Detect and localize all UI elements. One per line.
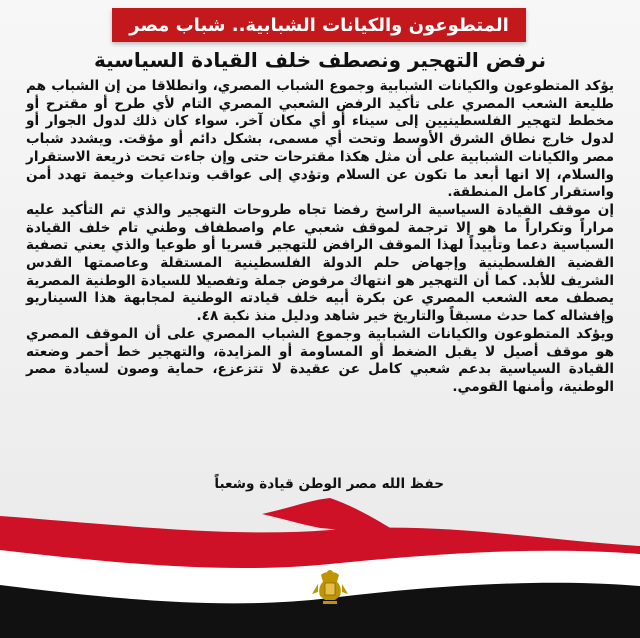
header-title: المتطوعون والكيانات الشبابية.. شباب مصر bbox=[129, 14, 509, 36]
header-banner bbox=[112, 8, 526, 42]
egypt-flag-icon bbox=[0, 488, 640, 638]
statement-paragraph: إن موقف القيادة السياسية الراسخ رفضا تجاه طروحات التهجير والذي تم التأكيد عليه مراراً وتكراراً ما هو إلا ترجمة لموقف شعبي عام واصطفاف وطني تام خلف القيادة السياسية دعما وتأييداً لهذا الموقف الرافض للتهجير قسريا أو طوعيا والذي يعني تصفية القضية الفلسطينية وإجهاض حلم الدولة الفلسطينية المستقلة وعاصمتها القدس الشريف للأبد. كما أن التهجير هو انتهاك مرفوض جملة وتفصيلا للسيادة الوطنية المصرية يصطف معه الشعب المصري عن بكرة أبيه خلف قيادته الوطنية لمجابهة هذا السيناريو وإفشاله كما حدث مسبقاً والتاريخ خير شاهد ودليل منذ نكبة ٤٨. bbox=[26, 201, 614, 325]
statement-body bbox=[26, 78, 614, 397]
statement-paragraph: ويؤكد المتطوعون والكيانات الشبابية وجموع الشباب المصري على أن الموقف المصري هو موقف أصيل لا يقبل الضغط أو المساومة أو المزايدة، والتهجير خط أحمر وضعته القيادة السياسية بدعم شعبي كامل عن عقيدة لا تتزعزع، حماية وصون لسيادة مصر الوطنية، وأمنها القومي. bbox=[26, 325, 614, 395]
statement-subtitle: نرفض التهجير ونصطف خلف القيادة السياسية bbox=[93, 48, 547, 72]
statement-paragraph: يؤكد المتطوعون والكيانات الشبابية وجموع الشباب المصري، وانطلاقا من إن الشباب هم طليعة الشعب المصري على تأكيد الرفض الشعبي المصري التام لأي طرح أو مقترح أو مخطط لتهجير الفلسطينيين إلى سيناء أو أي مكان آخر. سواء كان ذلك لدول الجوار أو لدول خارج نطاق الشرق الأوسط وتحت أي مسمى، بشكل دائم أو مؤقت. ويشدد شباب مصر والكيانات الشبابية على أن مثل هكذا مقترحات حتى وإن جاءت تحت ذريعة الاستقرار والسلام، إلا انها أبعد ما تكون عن السلام وتؤدي إلى عواقب وتداعيات وخيمة تهدد أمن واستقرار كامل المنطقة. bbox=[26, 78, 614, 201]
closing-line: حفظ الله مصر الوطن قيادة وشعباً bbox=[214, 476, 444, 492]
